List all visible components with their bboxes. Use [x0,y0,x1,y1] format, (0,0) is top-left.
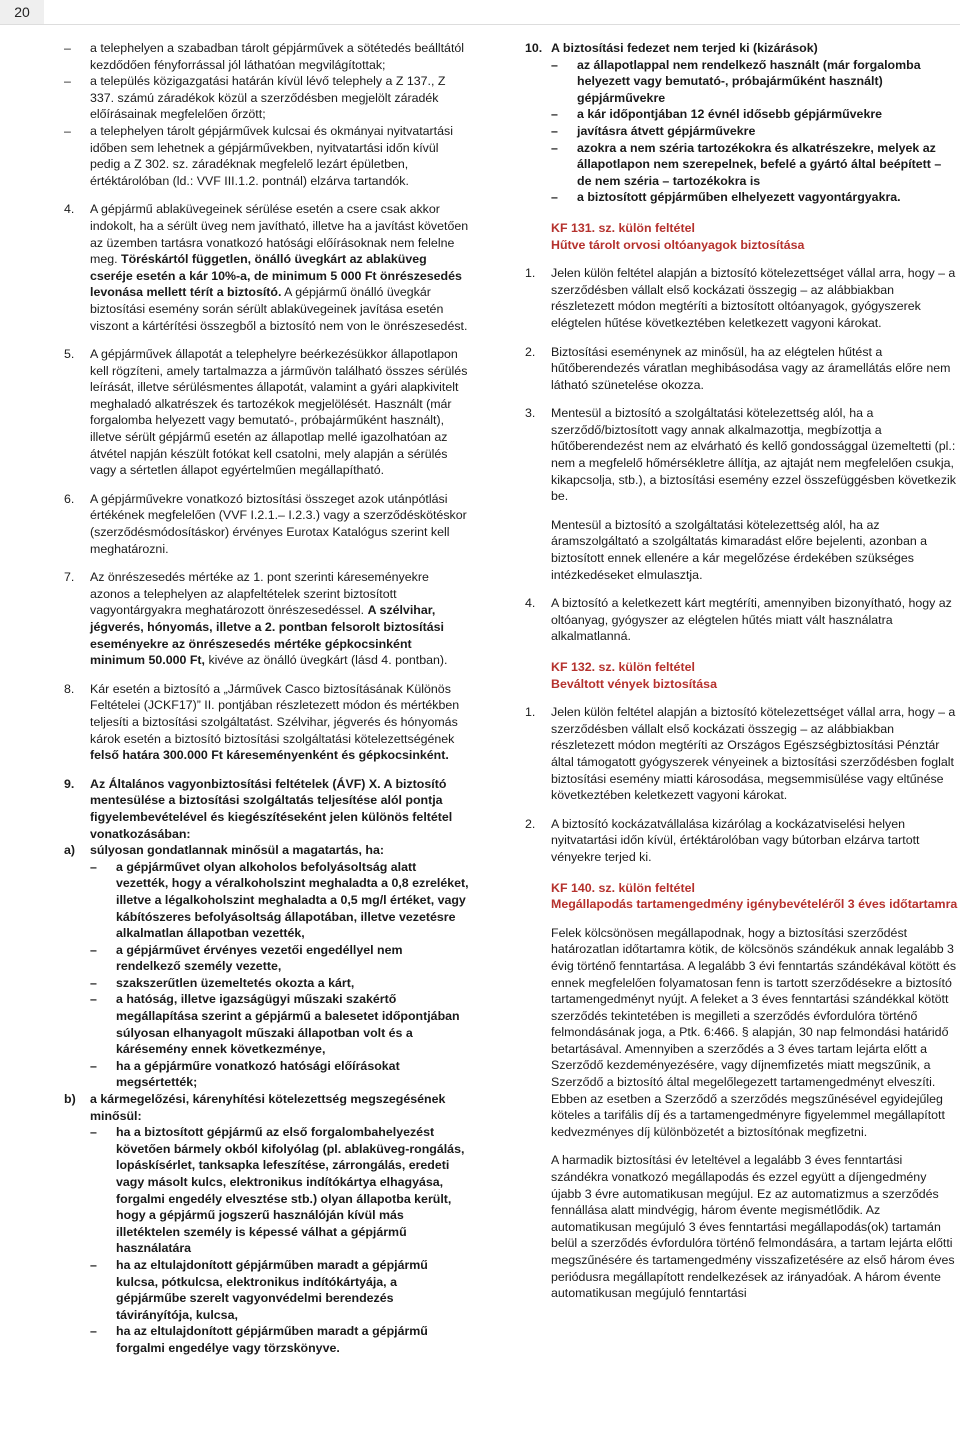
kf132-item [525,704,959,804]
kf131-item [525,595,959,645]
item-bold-text: felső határa 300.000 Ft káreseményenként és gépkocsinként. [90,748,449,763]
item-text: Jelen külön feltétel alapján a biztosító kötelezettséget vállal arra, hogy – a szerződésben vállalt első kockázati összegig – az alábbiakban részletezett módon megtéríti a biztosított oltóanyagok, gyógyszerek elégtelen hűtése következtében keletkezett vagyoni károkat. [551,266,956,330]
subsection-dash-item: – a gépjárművet olyan alkoholos befolyásoltság alatt vezették, hogy a véralkoholszint meghaladta a 0,8 ezreléket, illetve a légalkoholszint meghaladta a 0,5 mg/l értéket, vagy kábítószeres befolyásoltság állapotában, illetve vezetésre alkalmatlan állapotban vezették, [90,859,469,941]
exclusion-item: – a biztosított gépjárműben elhelyezett vagyontárgyakra. [551,190,901,205]
item-title: A biztosítási fedezet nem terjed ki (kizárások) [551,41,818,55]
dash-text: ha a gépjárműre vonatkozó hatósági előírásokat megsértették; [116,1058,400,1090]
kf-code: KF 140. sz. külön feltétel [551,880,695,895]
exclusion-item: – a kár időpontjában 12 évnél idősebb gépjárművekre [551,107,883,122]
kf140-paragraph: Felek kölcsönösen megállapodnak, hogy a biztosítási szerződést határozatlan időtartamra kötik, de kölcsönös szándékuk annak legalább 3 évig történő fenntartása. A legalább 3 évi fenntartás szándékával kötött és ennek megfelelően folyamatosan fenn is tartott szerződésekre a biztosító tartamengedményt nyújt. A feleket a 3 éves fenntartási szándékkal kötött szerződés tekintetében is megilleti a szerződés évfordulóra történő felmondásának joga, a Ptk. 6:466. § alapján, 30 nap felmondási határidő betartásával. Amennyiben a szerződés a 3 éves tartam lejárta előtt a Szerződő kezdeményezésére, vagy díjnemfizetés miatt megszűnik, a Szerződő a biztosító által megelőlegezett tartamengedményt elveszíti. Ebben az esetben a Szerződő a szerződés megszűnésével egyidejűleg köteles a tarifális díj és a tartamengedményre figyelemmel megállapított kedvezményes díj különbözetét a biztosítónak megfizetni. [551,925,957,1139]
intro-dash-item: – a település közigazgatási határán kívül lévő telephely a Z 137., Z 337. számú záradékok közül a szerződésben megjelölt záradék előírásainak megfelelően őrzött; [64,74,446,122]
subsection-dash-item: – a gépjárművet érvényes vezetői engedéllyel nem rendelkező személy vezette, [90,942,403,974]
item-text: A biztosító kockázatvállalása kizárólag a kockázatviselési helyen nyitvatartási időn kívül, értéktárolóban vagy bútorban elzárva tartott vényekre terjed ki. [551,816,920,864]
kf-title: Beváltott vények biztosítása [551,676,717,691]
kf140-heading [525,880,959,913]
intro-dash-text: a település közigazgatási határán kívül lévő telephely a Z 137., Z 337. számú záradékok közül a szerződésben megjelölt záradék előírásainak megfelelően őrzött; [90,74,446,122]
subsection-b [64,1091,469,1357]
subsection-dash-item: – szakszerűtlen üzemeltetés okozta a kárt, [90,975,355,990]
item-text: A gépjárművekre vonatkozó biztosítási összeget azok utánpótlási értékének megfelelően (VVF I.2.1.– I.2.3.) vagy a szerződéskötéskor (szerződésmódosításkor) érvényes Eurotax Katalógus szerint kell meghatározni. [90,491,467,556]
kf-code: KF 132. sz. külön feltétel [551,660,695,674]
kf131-heading [525,220,959,253]
item-number: 4. [64,202,75,217]
item-8 [64,681,469,764]
item-text: A gépjárművek állapotát a telephelyre beérkezésükkor állapotlapon kell rögzíteni, amely tartalmazza a járművön található összes sérülés leírását, illetve sérülésmentes állapotát, valamint a gyári alapkivitelt meghaladó alkatrészek és tartozékok megjelölését. Használt (már forgalomba helyezett vagy bemutató-, próbajárműként használt), illetve sérült gépjármű esetén az állapotlap mellé igazolhatóan az átvétel napján készült fotókat kell csatolni, mely alapján a sérülés vagy a sértetlen állapot egyértelműen megállapítható. [90,347,468,478]
kf131-item [525,265,959,331]
item-text: Jelen külön feltétel alapján a biztosító kötelezettséget vállal arra, hogy – a szerződésben vállalt első kockázati összegig – az alábbiakban részletezett módon megtéríti az Országos Egészségbiztosítási Pénztár által támogatott gyógyszerek vényeinek a biztosítási szerződésben foglalt biztosítási esemény miatti károsodása, megsemmisülése vagy eltűnése következtében keletkezett vagyoni károkat. [551,705,956,803]
kf140-paragraph: A harmadik biztosítási év leteltével a legalább 3 éves fenntartási szándékra vonatkozó megállapodás és ezzel együtt a díjengedmény újabb 3 évre automatikusan megújul. Ez az automatizmus a szerződés fennállása alatt mindvégig, három évente megismétlődik. Az automatikusan megújuló 3 éves fenntartási megállapodás(ok) tartamán belül a szerződés évfordulóra történő felmondására, a tartam lejárta előtti megszűnésére és tartamengedmény visszafizetésére az első három éves periódusra megállapított rendelkezések az irányadóak. A három évente automatikusan megújuló fenntartási [551,1153,955,1301]
intro-dash-item: – a telephelyen tárolt gépjárművek kulcsai és okmányai nyitvatartási időben sem lehetnek a gépjárművekben, nyitvatartási időn kívül pedig a Z 302. sz. záradéknak megfelelő lezárt épületben, értéktárolóban (ld.: VVF III.1.2. pontnál) elzárva tartandók. [64,123,453,188]
intro-dash-text: a telephelyen a szabadban tárolt gépjárművek a sötétedés beálltától kezdődően fényforrással jól láthatóan megvilágítottak; [90,41,465,72]
item-number: 9. [64,776,75,791]
item-5 [64,346,469,479]
exclusion-item: – javításra átvett gépjárművekre [551,123,756,138]
item-number: 10. [525,41,543,55]
exclusion-item: – az állapotlappal nem rendelkező használt (már forgalomba helyezett vagy bemutató-, próbajárműként használt) gépjárművekre [551,57,921,105]
right-column [525,40,959,1314]
subsection-letter: a) [64,843,76,858]
subsection-dash-item: – ha a biztosított gépjármű az első forgalombahelyezést követően bármely okból kifolyólag (pl. ablaküveg-rongálás, lopáskísérlet, tanksapka lefeszítése, zárrongálás, eredeti vagy másolt kulcs, elektronikus indítókártya elhagyása, forgalmi engedély elvesztése stb.) olyan állapotba került, hogy a gépjármű jogszerű használóján kívül más illetéktelen személy is képessé válhat a gépjármű használatára [90,1125,465,1256]
item-number: 6. [64,491,75,506]
item-7 [64,569,469,669]
item-number: 8. [64,681,75,696]
page-number: 20 [0,0,44,24]
subsection-title: súlyosan gondatlannak minősül a magatartás, ha: [90,843,385,858]
header-rule [0,24,960,25]
item-text: A biztosító a keletkezett kárt megtéríti, amennyiben bizonyítható, hogy az oltóanyag, gyógyszer az elégtelen hűtés miatt vált használatra alkalmatlanná. [551,596,952,644]
dash-text: a gépjárművet érvényes vezetői engedéllyel nem rendelkező személy vezette, [116,942,403,974]
dash-text: a kár időpontjában 12 évnél idősebb gépjárművekre [577,107,883,122]
kf132-item [525,816,959,866]
item-number: 4. [525,596,536,611]
intro-dash-text: a telephelyen tárolt gépjárművek kulcsai és okmányai nyitvatartási időben sem lehetnek a gépjárművekben, nyitvatartási időn kívül pedig a Z 302. sz. záradéknak megfelelő lezárt épületben, értéktárolóban (ld.: VVF III.1.2. pontnál) elzárva tartandók. [90,123,453,188]
item-number: 2. [525,816,536,831]
dash-text: az állapotlappal nem rendelkező használt (már forgalomba helyezett vagy bemutató-, próbajárműként használt) gépjárművekre [577,57,921,105]
dash-text: ha a biztosított gépjármű az első forgalombahelyezést követően bármely okból kifolyólag (pl. ablaküveg-rongálás, lopáskísérlet, tanksapka lefeszítése, zárrongálás, eredeti vagy másolt kulcs, elektronikus indítókártya elhagyása, forgalmi engedély elvesztése stb.) olyan állapotba került, hogy a gépjármű jogszerű használóján kívül más illetéktelen személy is képessé válhat a gépjármű használatára [116,1125,465,1256]
item-number: 5. [64,347,75,362]
item-text: Biztosítási eseménynek az minősül, ha az elégtelen hűtést a hűtőberendezés váratlan meghibásodása vagy az áramellátás előre nem látható szünetelése okozza. [551,344,951,392]
item-text: Mentesül a biztosító a szolgáltatási kötelezettség alól, ha a szerződő/biztosított vagy annak alkalmazottja, megbízottja a hűtőberendezést nem az elvárható és kellő gondossággal üzemeltetti (pl.: nem a megfelelő hőmérsékletre állítja, az ajtaját nem megfelelően csukja, kikapcsolja, stb.), a biztosítási esemény ezzel összefüggésben következik be. [551,406,956,504]
dash-text: a biztosított gépjárműben elhelyezett vagyontárgyakra. [577,190,901,205]
item-9 [64,776,469,1357]
dash-text: a gépjárművet olyan alkoholos befolyásoltság alatt vezették, hogy a véralkoholszint meghaladta a 0,8 ezreléket, illetve a légalkoholszint meghaladta a 0,5 mg/l értéket, vagy kábítószeres befolyásoltság állapotában, illetve vezetésre alkalmatlan állapotban vezették, [116,859,469,941]
item-bold-text: Töréskártól független, önálló üvegkárt az ablaküveg cseréje esetén a kár 10%-a, de minimum 5 000 Ft önrészesedés levonása mellett térít a biztosító. [90,252,462,300]
dash-text: szakszerűtlen üzemeltetés okozta a kárt, [116,975,355,990]
subsection-a [64,842,469,1091]
item-10 [525,40,959,206]
subsection-dash-item: – ha az eltulajdonított gépjárműben maradt a gépjármű kulcsa, pótkulcsa, elektronikus indítókártyája, a gépjárműbe szerelt vagyonvédelmi berendezés távirányítója, kulcsa, [90,1257,428,1322]
item-number: 2. [525,344,536,359]
item-bold-text: A szélvihar, jégverés, hónyomás, illetve a 2. pontban felsorolt biztosítási eseményekre az önrészesedés mértéke gépkocsinként minimum 50.000 Ft, [90,603,444,668]
left-column [64,40,469,1366]
dash-text: javításra átvett gépjárművekre [577,123,756,138]
item-text: kivéve az önálló üvegkárt (lásd 4. pontban). [205,653,448,668]
item-number: 3. [525,406,536,421]
kf131-item [525,517,959,583]
dash-text: azokra a nem széria tartozékokra és alkatrészekre, melyek az állapotlapon nem szerepelnek, befelé a gyártó által beépített – de nem széria – tartozékokra is [577,140,942,188]
kf-code: KF 131. sz. külön feltétel [551,220,695,235]
item-6 [64,491,469,557]
subsection-dash-item: – a hatóság, illetve igazságügyi műszaki szakértő megállapítása szerint a gépjármű a balesetet időpontjában súlyosan elhanyagolt műszaki állapotban volt és a kárésemény ennek következménye, [90,992,460,1057]
exclusion-item: – azokra a nem széria tartozékokra és alkatrészekre, melyek az állapotlapon nem szerepelnek, befelé a gyártó által beépített – de nem széria – tartozékokra is [551,140,942,188]
item-number: 1. [525,266,536,281]
dash-text: a hatóság, illetve igazságügyi műszaki szakértő megállapítása szerint a gépjármű a balesetet időpontjában súlyosan elhanyagolt műszaki állapotban volt és a kárésemény ennek következménye, [116,992,460,1057]
subsection-letter: b) [64,1092,76,1107]
item-text: A gépjármű önálló üvegkár biztosítási esemény során sérült ablaküvegeinek javítása esetén viszont a kártérítési összegből a biztosító nem von le önrészesedést. [90,285,468,333]
subsection-dash-item: – ha a gépjárműre vonatkozó hatósági előírásokat megsértették; [90,1058,400,1090]
kf-title: Megállapodás tartamengedmény igénybevételéről 3 éves időtartamra [551,897,958,912]
subsection-title: a kármegelőzési, kárenyhítési kötelezettség megszegésének minősül: [90,1092,446,1123]
item-text: Az Általános vagyonbiztosítási feltételek (ÁVF) X. A biztosító mentesülése a biztosítási szolgáltatás teljesítése alól pontja figyelembevételével és kiegészítéseként jelen különös feltétel vonatkozásában: [90,776,453,841]
kf131-item [525,344,959,394]
item-text: A gépjármű ablaküvegeinek sérülése esetén a csere csak akkor indokolt, ha a sérült üveg nem javítható, illetve ha a javítást követően az üzemben tartásra vonatkozó hatósági előírásoknak nem felelne meg. [90,202,469,267]
kf-title: Hűtve tárolt orvosi oltóanyagok biztosítása [551,237,805,252]
item-text: Kár esetén a biztosító a „Járművek Casco biztosításának Különös Feltételei (JCKF17)” II. pontjában részletezett módon és mértékben teljesíti a biztosítási szolgáltatást. Szélvihar, jégverés és hónyomás károk esetén a biztosító biztosítási szolgáltatási kötelezettségének [90,681,460,746]
subsection-dash-item: – ha az eltulajdonított gépjárműben maradt a gépjármű forgalmi engedélye vagy törzskönyve. [90,1324,428,1355]
kf132-heading [525,659,959,692]
item-number: 7. [64,570,75,585]
item-number: 1. [525,705,536,720]
dash-text: ha az eltulajdonított gépjárműben maradt a gépjármű forgalmi engedélye vagy törzskönyve. [116,1324,428,1355]
dash-text: ha az eltulajdonított gépjárműben maradt a gépjármű kulcsa, pótkulcsa, elektronikus indítókártyája, a gépjárműbe szerelt vagyonvédelmi berendezés távirányítója, kulcsa, [116,1257,428,1322]
item-text: Mentesül a biztosító a szolgáltatási kötelezettség alól, ha az áramszolgáltató a szolgáltatás kimaradást előre bejelenti, azonban a biztosított ennek ellenére a kár megelőzése érdekében szükséges intézkedéseket elmulasztja. [551,517,928,582]
item-4 [64,201,469,334]
kf131-item [525,405,959,505]
intro-dash-item: – a telephelyen a szabadban tárolt gépjárművek a sötétedés beálltától kezdődően fényforrással jól láthatóan megvilágítottak; [64,41,465,72]
item-text: Az önrészesedés mértéke az 1. pont szerinti káreseményekre azonos a telephelyen az alapfeltételek szerint biztosított vagyontárgyakra meghatározott önrészesedéssel. [90,570,429,618]
